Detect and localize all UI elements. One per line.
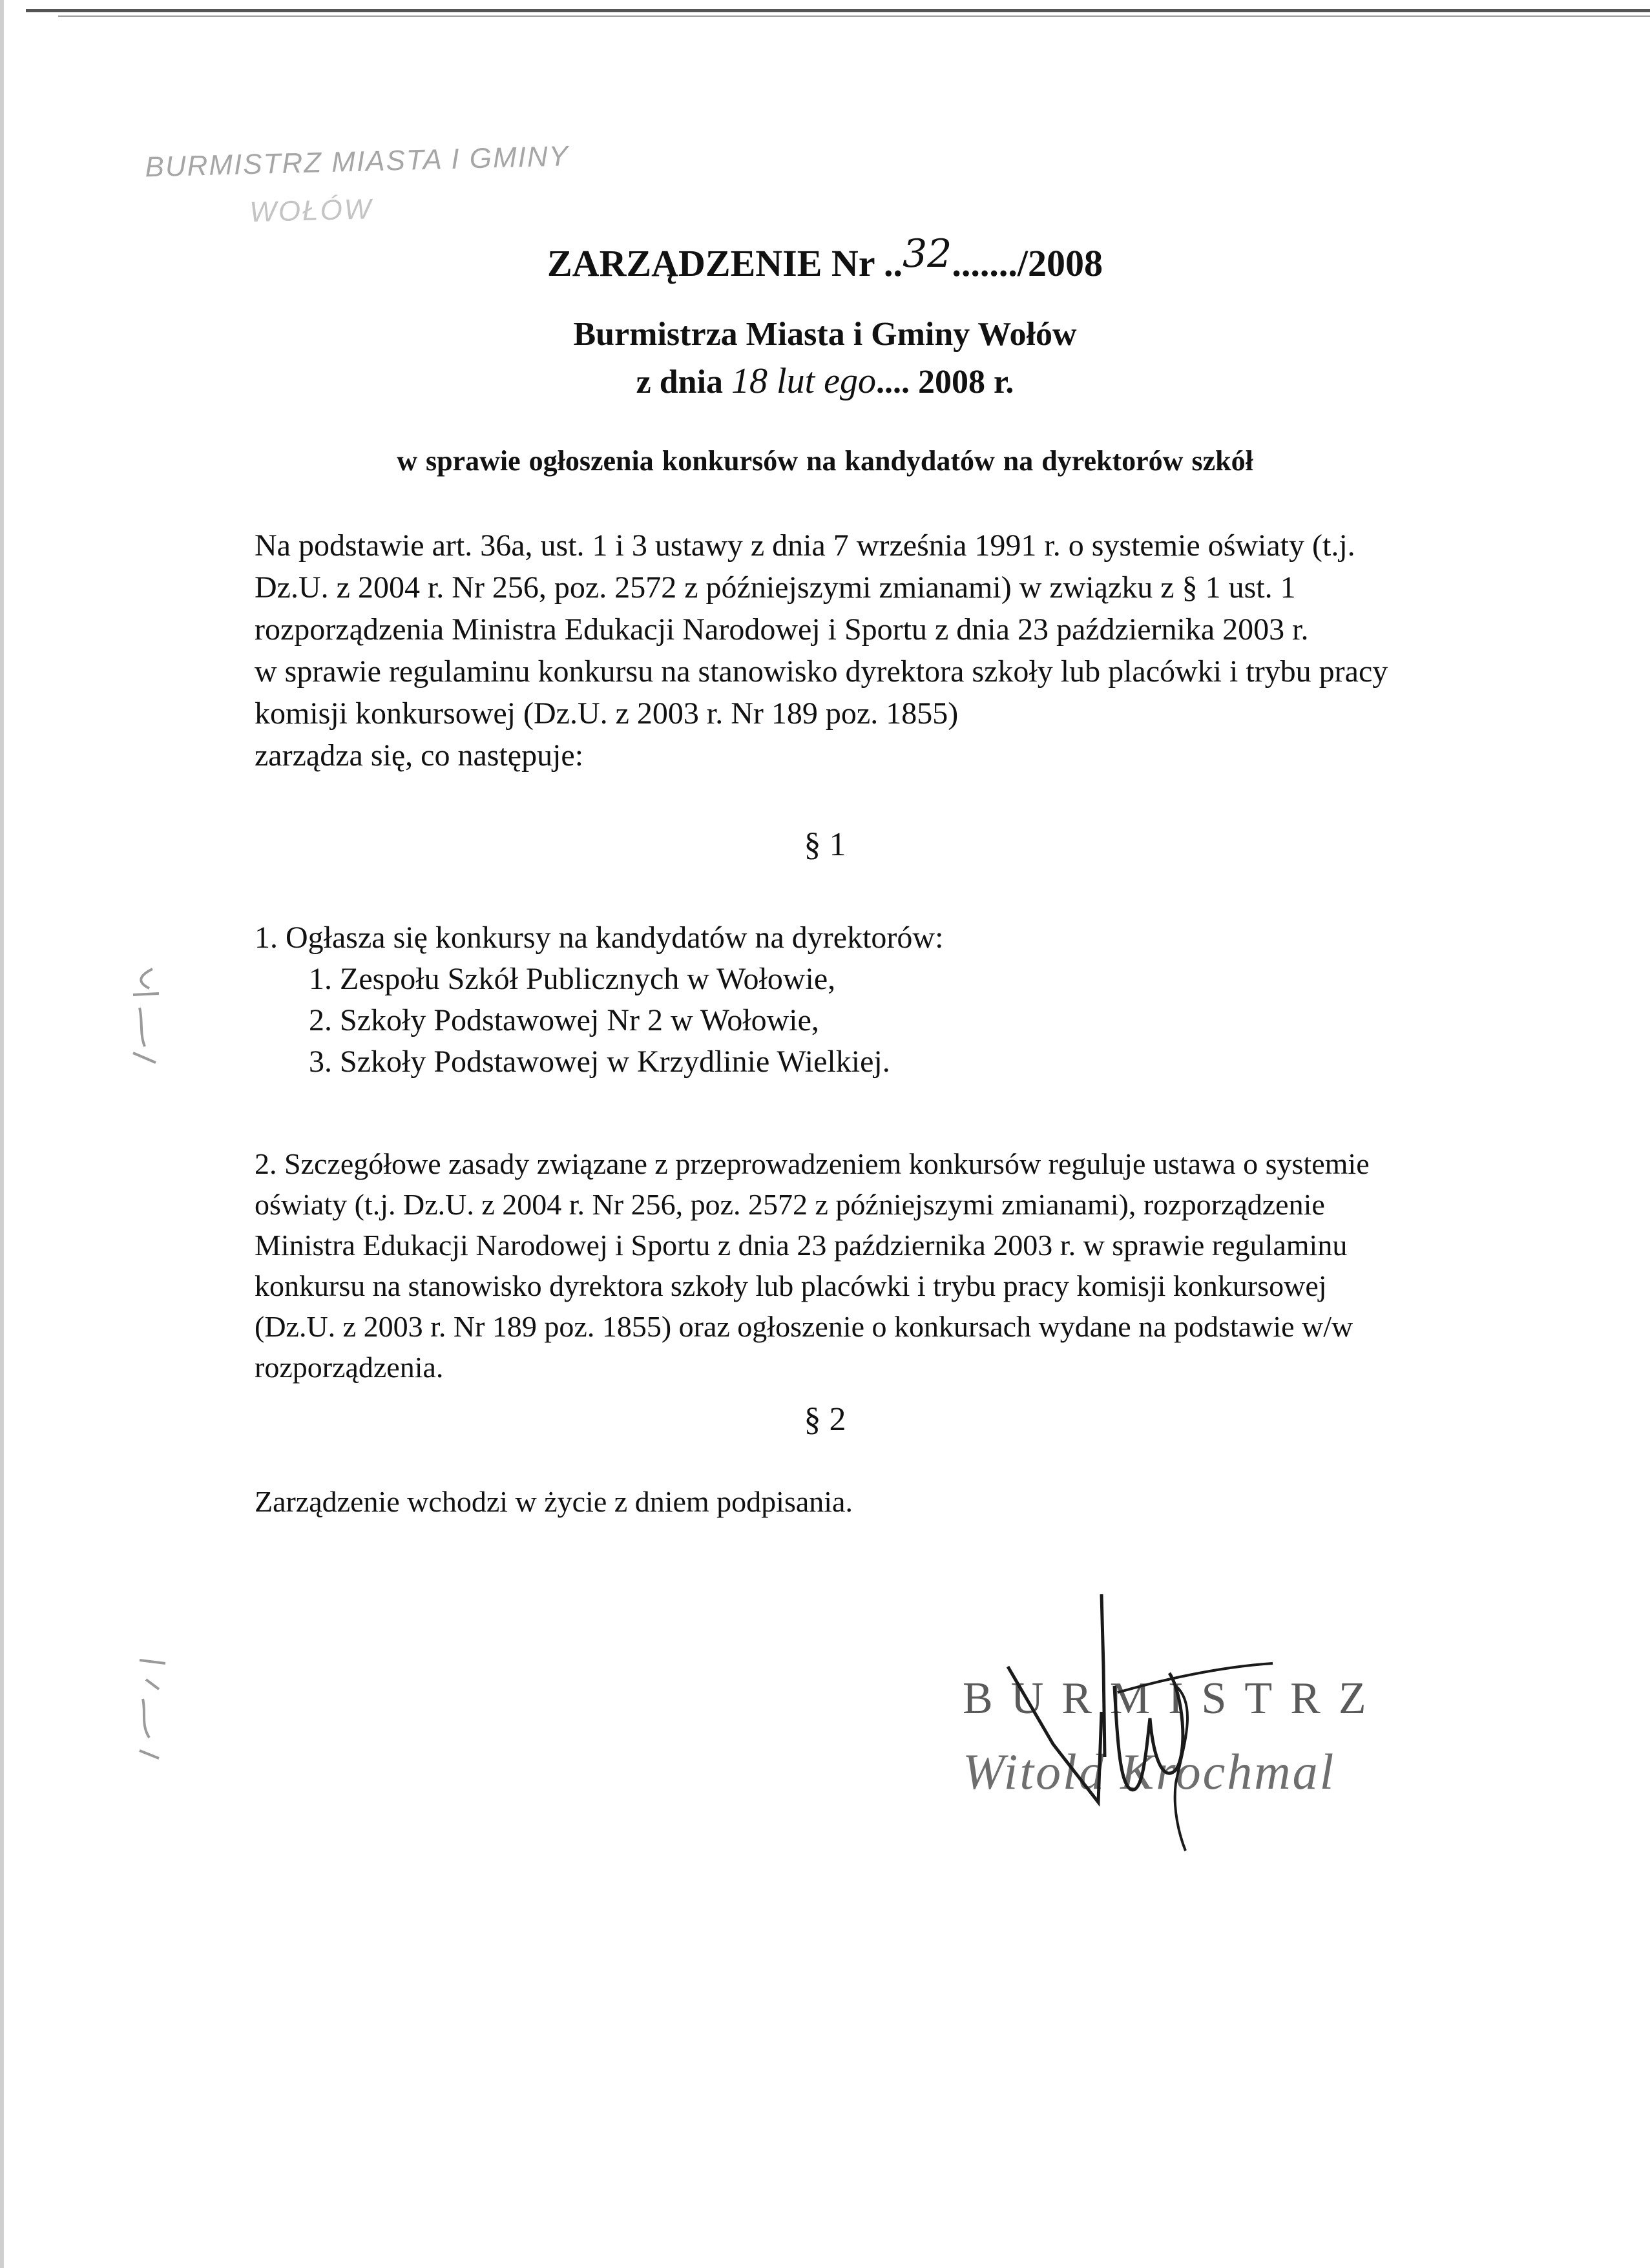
office-stamp-line2: WOŁÓW xyxy=(249,193,373,229)
point-2-line: (Dz.U. z 2003 r. Nr 189 poz. 1855) oraz ogłoszenie o konkursach wydane na podstawie w/w xyxy=(255,1310,1353,1343)
point-2-line: oświaty (t.j. Dz.U. z 2004 r. Nr 256, poz. 2572 z późniejszymi zmianami), rozporządzenie xyxy=(255,1188,1325,1221)
document-date xyxy=(0,360,1650,402)
section-2-mark: § 2 xyxy=(804,1401,846,1438)
section-1-point-1 xyxy=(255,917,943,1083)
legal-basis-line: w sprawie regulaminu konkursu na stanowisko dyrektora szkoły lub placówki i trybu pracy xyxy=(255,654,1388,689)
section-2-text: Zarządzenie wchodzi w życie z dniem podpisania. xyxy=(255,1485,853,1518)
title-suffix: ......./2008 xyxy=(952,242,1103,284)
document-title xyxy=(0,231,1650,285)
legal-basis-line: komisji konkursowej (Dz.U. z 2003 r. Nr 189 poz. 1855) xyxy=(255,696,959,731)
point-2-line: 2. Szczegółowe zasady związane z przeprowadzeniem konkursów reguluje ustawa o systemie xyxy=(255,1147,1370,1180)
handwritten-signature xyxy=(969,1589,1331,1860)
legal-basis-line: Dz.U. z 2004 r. Nr 256, poz. 2572 z późniejszymi zmianami) w związku z § 1 ust. 1 xyxy=(255,570,1296,605)
legal-basis-line: Na podstawie art. 36a, ust. 1 i 3 ustawy z dnia 7 września 1991 r. o systemie oświaty (t.j. xyxy=(255,528,1355,563)
legal-basis-line: rozporządzenia Ministra Edukacji Narodowej i Sportu z dnia 23 października 2003 r. xyxy=(255,612,1309,647)
scan-top-rule-secondary xyxy=(58,16,1650,17)
school-list xyxy=(255,959,943,1083)
handwritten-number: 32 xyxy=(903,231,952,276)
office-stamp-line1: BURMISTRZ MIASTA I GMINY xyxy=(144,140,570,183)
list-item: 1. Zespołu Szkół Publicznych w Wołowie, xyxy=(309,962,836,996)
section-1-mark: § 1 xyxy=(804,826,846,863)
handwritten-date: 18 lut ego xyxy=(731,361,877,401)
legal-basis-paragraph xyxy=(255,525,1469,776)
section-1-point-2 xyxy=(255,1143,1469,1388)
signature-rank: BURMISTRZ xyxy=(963,1674,1384,1723)
signature-name: Witold Krochmal xyxy=(963,1743,1336,1800)
point-2-line: rozporządzenia. xyxy=(255,1351,444,1384)
margin-smudge-bottom xyxy=(120,1654,172,1763)
point-2-line: Ministra Edukacji Narodowej i Sportu z dnia 23 października 2003 r. w sprawie regulaminu xyxy=(255,1229,1348,1262)
title-prefix: ZARZĄDZENIE Nr xyxy=(547,242,884,284)
date-prefix: z dnia xyxy=(636,364,732,401)
point-2-line: konkursu na stanowisko dyrektora szkoły lub placówki i trybu pracy komisji konkursowej xyxy=(255,1269,1327,1302)
point-1-text: 1. Ogłasza się konkursy na kandydatów na dyrektorów: xyxy=(255,921,944,955)
document-subject: w sprawie ogłoszenia konkursów na kandydatów na dyrektorów szkół xyxy=(397,445,1253,477)
date-suffix: .... 2008 r. xyxy=(876,364,1014,401)
list-item: 2. Szkoły Podstawowej Nr 2 w Wołowie, xyxy=(309,1003,819,1037)
issuing-authority: Burmistrza Miasta i Gminy Wołów xyxy=(573,316,1077,353)
scan-top-rule xyxy=(26,9,1650,12)
title-dots: .. xyxy=(884,242,903,284)
margin-smudge-top xyxy=(120,956,172,1072)
legal-basis-line: zarządza się, co następuje: xyxy=(255,738,584,773)
list-item: 3. Szkoły Podstawowej w Krzydlinie Wielkiej. xyxy=(309,1045,890,1079)
